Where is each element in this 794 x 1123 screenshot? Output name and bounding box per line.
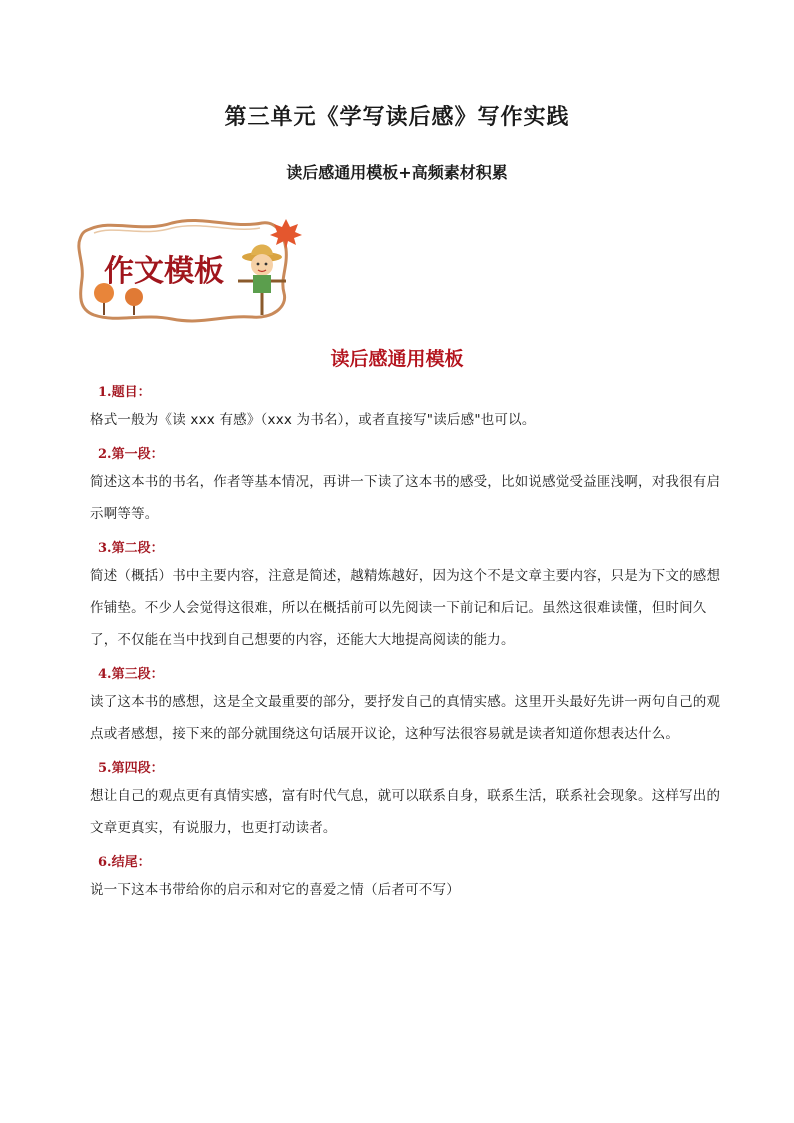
section-heading: 3.第二段：	[98, 541, 164, 556]
section-body: 简述这本书的书名，作者等基本情况，再讲一下读了这本书的感受，比如说感觉受益匪浅啊，对我很有启示啊等等。	[90, 474, 721, 522]
section-block	[90, 852, 726, 906]
section-block	[90, 664, 726, 750]
section-heading: 4.第三段：	[98, 667, 164, 682]
section-body: 简述（概括）书中主要内容，注意是简述，越精炼越好，因为这个不是文章主要内容，只是为下文的感想作铺垫。不少人会觉得这很难，所以在概括前可以先阅读一下前记和后记。虽然这很难读懂，但时间久了，不仅能在当中找到自己想要的内容，还能大大地提高阅读的能力。	[90, 568, 721, 648]
section-body: 说一下这本书带给你的启示和对它的喜爱之情（后者可不写）	[90, 882, 460, 898]
template-content	[90, 382, 726, 914]
section-body: 想让自己的观点更有真情实感，富有时代气息，就可以联系自身，联系生活，联系社会现象。这样写出的文章更真实，有说服力，也更打动读者。	[90, 788, 721, 836]
badge-label: 作文模板	[104, 254, 224, 289]
document-title: 第三单元《学写读后感》写作实践	[224, 105, 570, 130]
document-subtitle: 读后感通用模板+高频素材积累	[286, 163, 508, 182]
badge-frame-illustration	[72, 215, 312, 327]
composition-template-badge	[72, 215, 312, 327]
section-heading: 1.题目：	[98, 385, 151, 400]
section-body: 格式一般为《读 xxx 有感》（xxx 为书名），或者直接写"读后感"也可以。	[90, 412, 536, 428]
section-heading: 5.第四段：	[98, 761, 164, 776]
section-heading: 6.结尾：	[98, 855, 151, 870]
section-block	[90, 538, 726, 656]
section-heading: 2.第一段：	[98, 447, 164, 462]
section-block	[90, 758, 726, 844]
section-block	[90, 444, 726, 530]
section-title: 读后感通用模板	[330, 348, 464, 370]
section-block	[90, 382, 726, 436]
section-body: 读了这本书的感想，这是全文最重要的部分，要抒发自己的真情实感。这里开头最好先讲一两句自己的观点或者感想，接下来的部分就围绕这句话展开议论，这种写法很容易就是读者知道你想表达什么。	[90, 694, 721, 742]
